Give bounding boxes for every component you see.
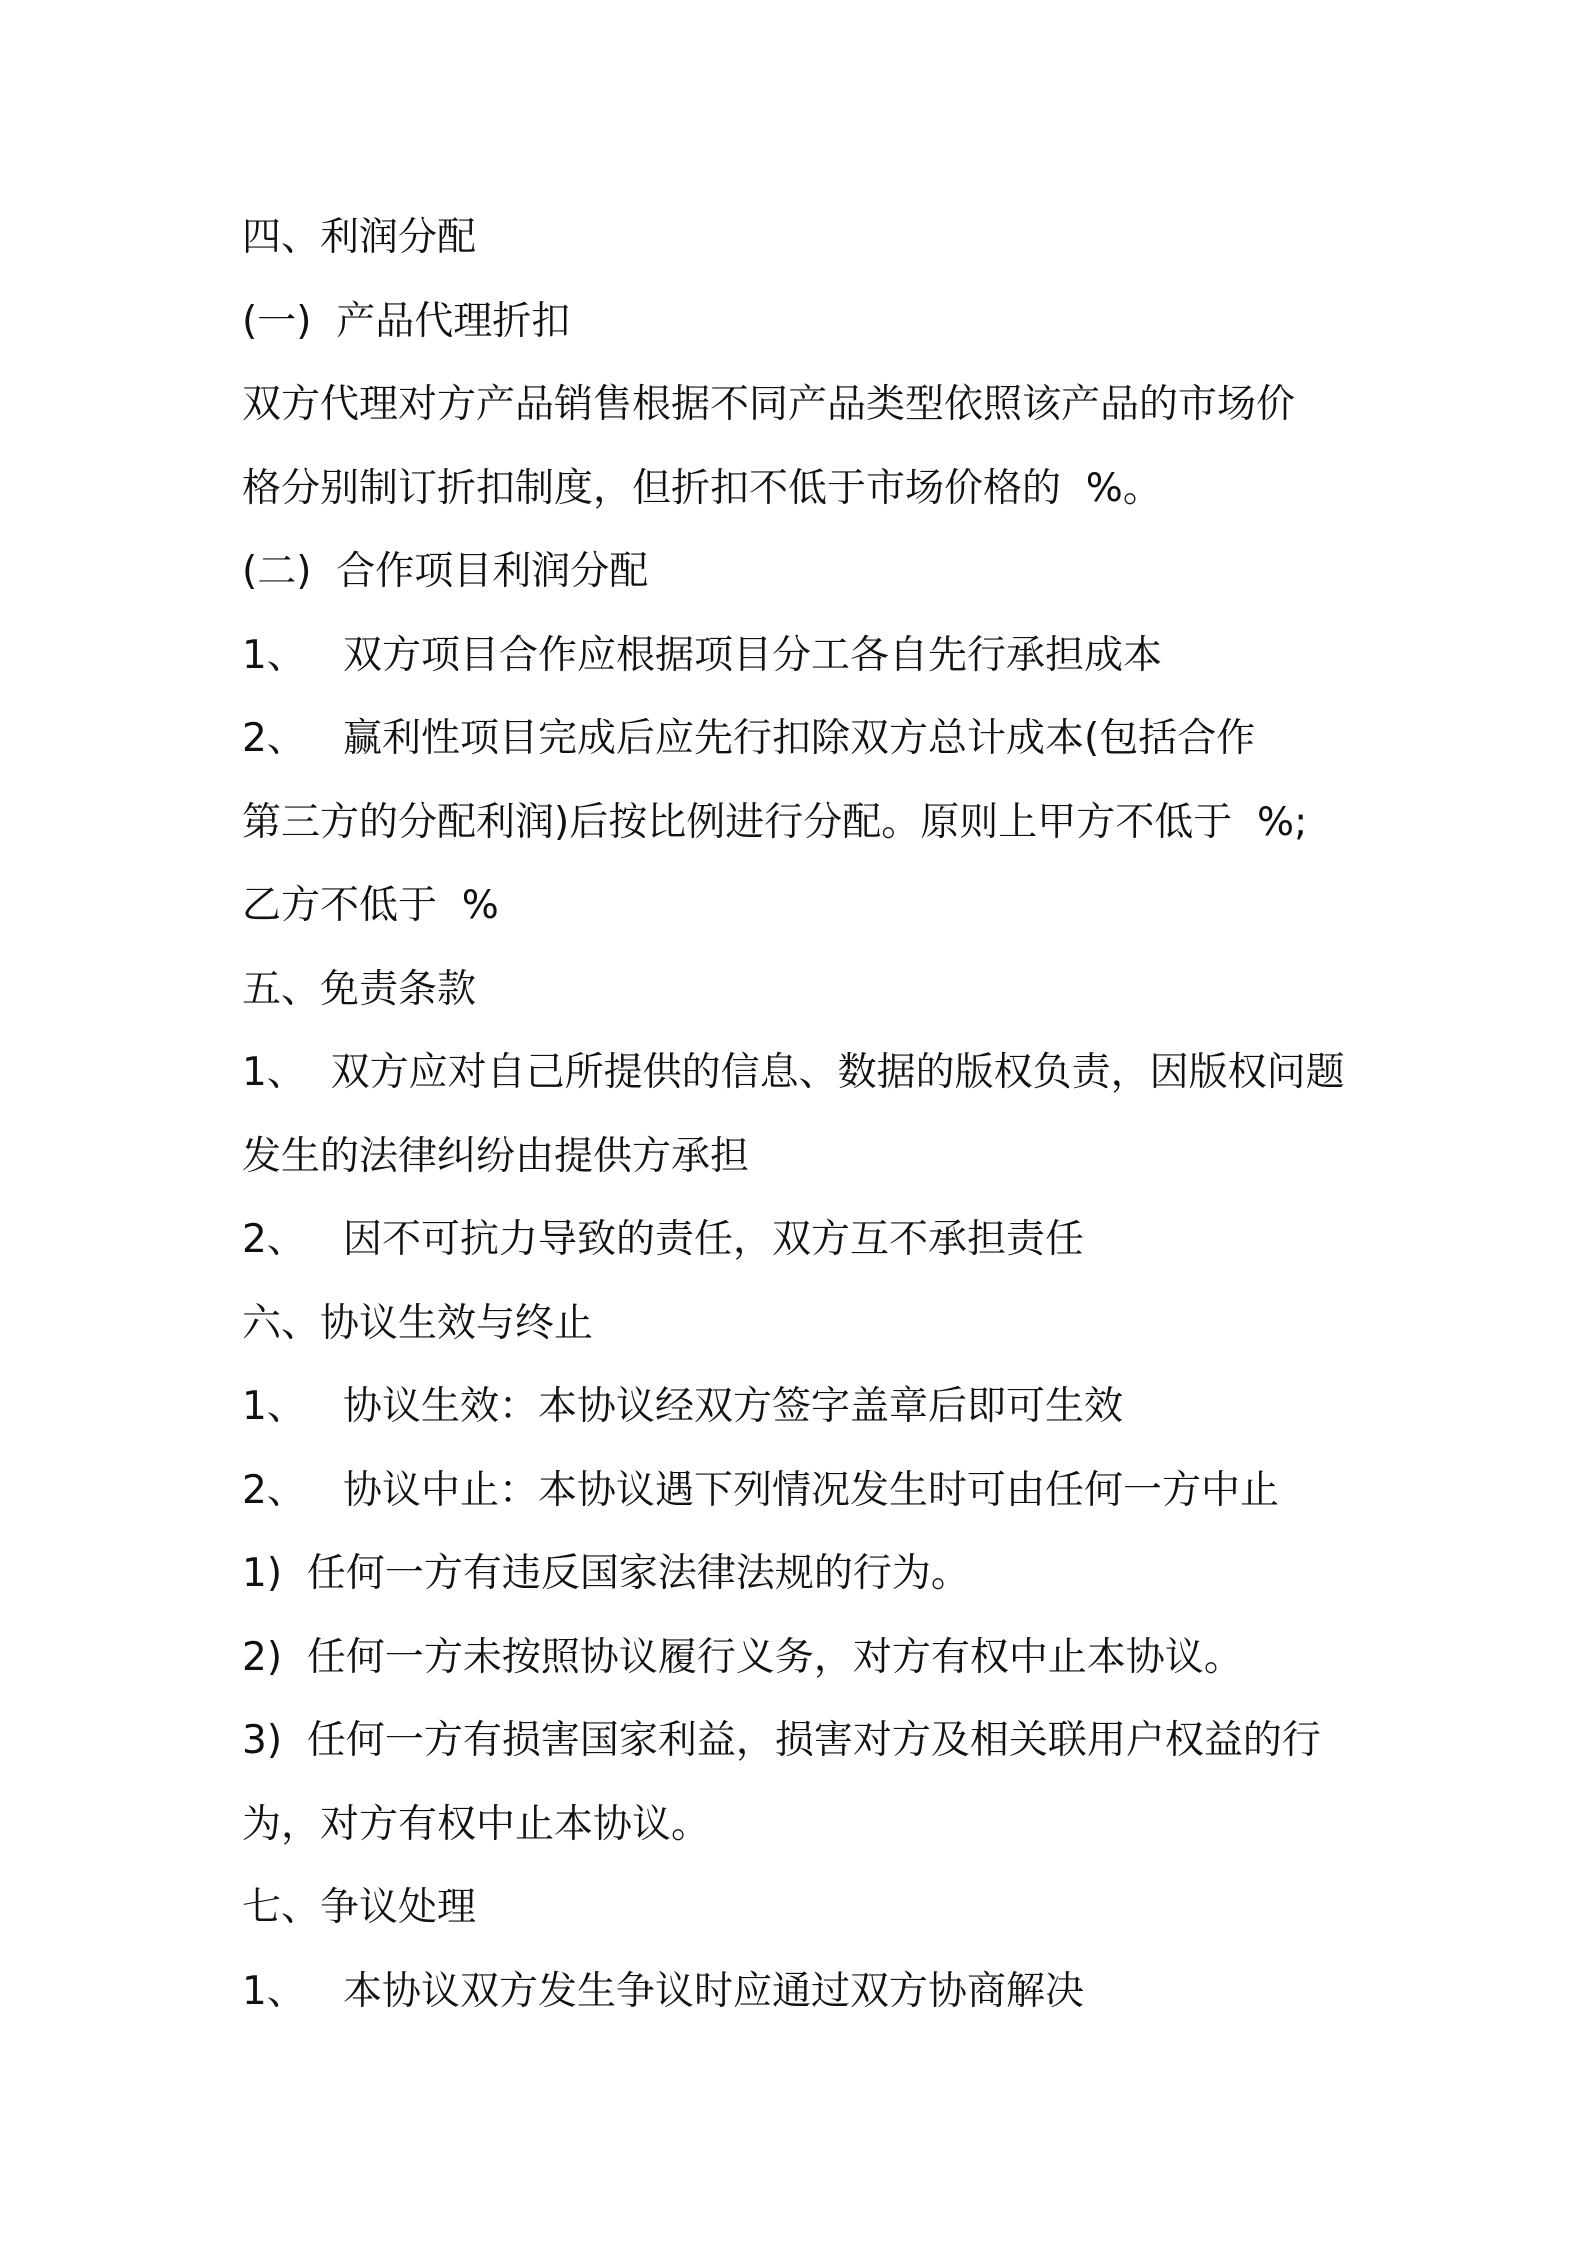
- subheading-project-profit: (二) 合作项目利润分配: [242, 549, 649, 594]
- list-item: 1、 双方项目合作应根据项目分工各自先行承担成本: [242, 632, 1163, 678]
- subheading-agency-discount: (一) 产品代理折扣: [242, 298, 571, 344]
- section-heading-dispute: 七、争议处理: [242, 1885, 477, 1930]
- list-item: 1、 协议生效：本协议经双方签字盖章后即可生效: [242, 1384, 1124, 1429]
- document-body: [242, 196, 1372, 2033]
- sub-list-item: 1) 任何一方有违反国家法律法规的行为。: [242, 1551, 970, 1596]
- paragraph-line: 乙方不低于 %: [242, 883, 499, 928]
- paragraph-line: 为，对方有权中止本协议。: [242, 1801, 711, 1847]
- list-item: 2、 因不可抗力导致的责任，双方互不承担责任: [242, 1217, 1085, 1262]
- paragraph-line: 第三方的分配利润)后按比例进行分配。原则上甲方不低于 %;: [242, 799, 1308, 845]
- list-item: 2、 协议中止：本协议遇下列情况发生时可由任何一方中止: [242, 1467, 1280, 1513]
- paragraph-line: 发生的法律纠纷由提供方承担: [242, 1133, 750, 1179]
- section-heading-profit-distribution: 四、利润分配: [242, 215, 477, 260]
- list-item: 1、 本协议双方发生争议时应通过双方协商解决: [242, 1968, 1085, 2014]
- section-heading-disclaimer: 五、免责条款: [242, 966, 477, 1012]
- sub-list-item: 3) 任何一方有损害国家利益，损害对方及相关联用户权益的行: [242, 1718, 1321, 1763]
- section-heading-effect-termination: 六、协议生效与终止: [242, 1300, 594, 1346]
- paragraph-line: 双方代理对方产品销售根据不同产品类型依照该产品的市场价: [242, 382, 1296, 427]
- paragraph-line: 格分别制订折扣制度，但折扣不低于市场价格的 %。: [242, 465, 1162, 511]
- sub-list-item: 2) 任何一方未按照协议履行义务，对方有权中止本协议。: [242, 1634, 1243, 1680]
- list-item: 1、 双方应对自己所提供的信息、数据的版权负责，因版权问题: [242, 1050, 1345, 1095]
- list-item: 2、 赢利性项目完成后应先行扣除双方总计成本(包括合作: [242, 716, 1256, 761]
